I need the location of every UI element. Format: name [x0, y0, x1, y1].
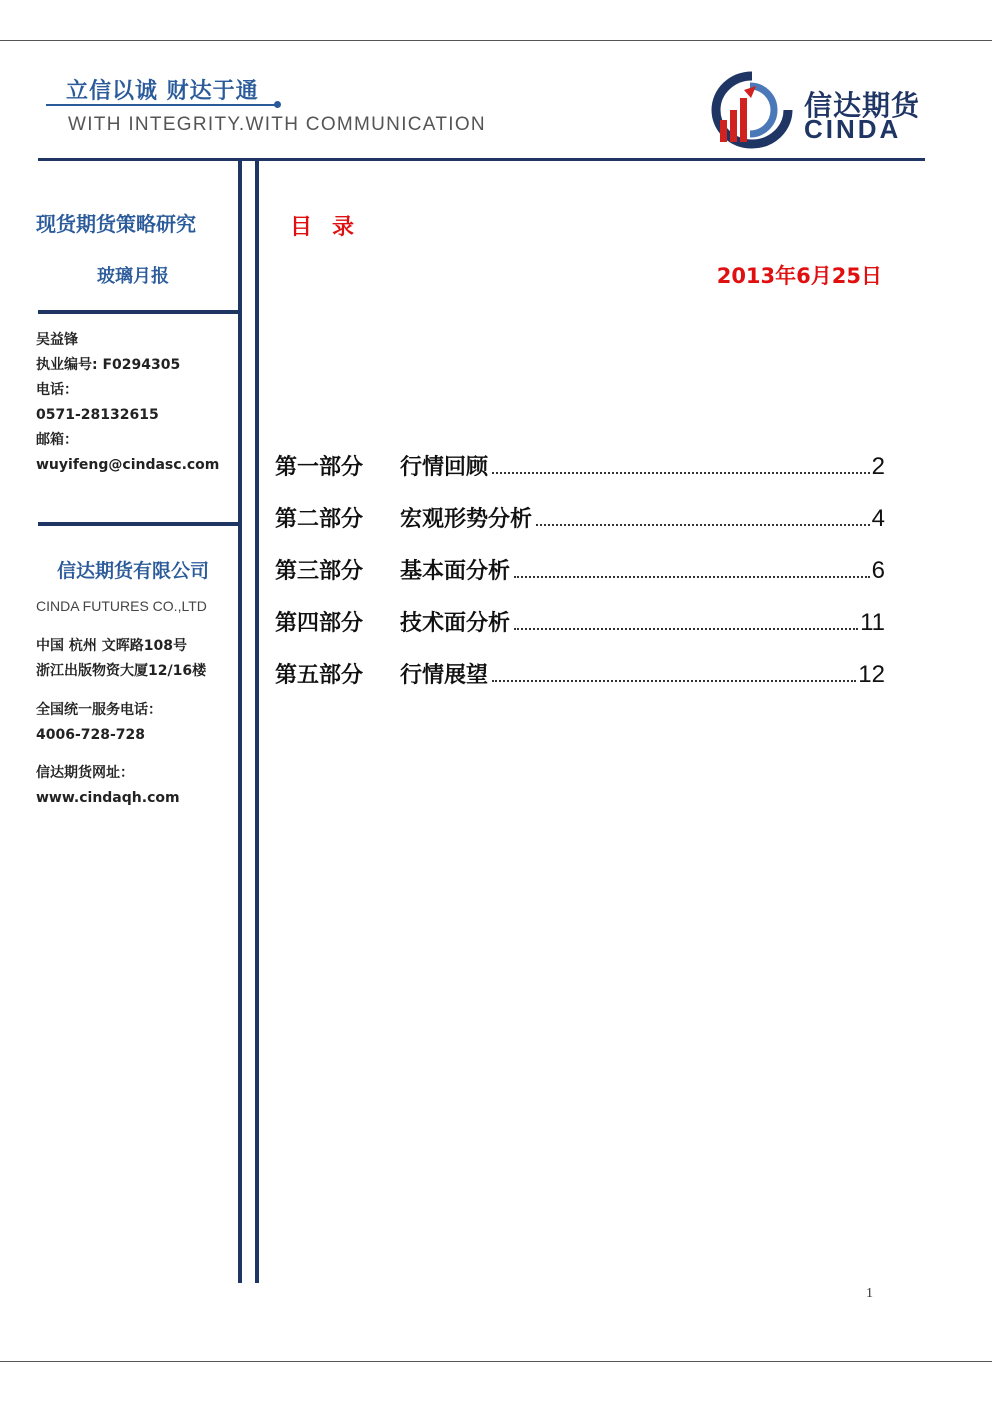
- sidebar-separator: [38, 310, 240, 314]
- analyst-phone: 0571-28132615: [36, 407, 159, 423]
- hotline-number: 4006-728-728: [36, 727, 146, 743]
- toc-page: 2: [871, 453, 885, 480]
- toc-name: 技术面分析: [400, 611, 511, 636]
- toc-name: 行情展望: [400, 663, 489, 688]
- toc-part: 第一部分: [275, 455, 364, 480]
- sidebar-subtitle: 玻璃月报: [97, 266, 169, 287]
- website-link[interactable]: www.cindaqh.com: [36, 790, 180, 806]
- slogan-cn: 立信以诚 财达于通: [66, 79, 259, 104]
- slogan-underline: [46, 104, 278, 106]
- cinda-logo-icon: [704, 70, 800, 150]
- toc-entry[interactable]: [275, 658, 885, 710]
- company-address: [36, 634, 206, 684]
- sidebar-divider-left: [238, 158, 242, 1283]
- analyst-email[interactable]: wuyifeng@cindasc.com: [36, 457, 220, 473]
- toc-page: 12: [858, 661, 885, 688]
- toc-entry[interactable]: [275, 606, 885, 658]
- sidebar-title: 现货期货策略研究: [36, 212, 196, 236]
- toc-name: 宏观形势分析: [400, 507, 533, 532]
- top-rule: [0, 40, 992, 41]
- toc-part: 第四部分: [275, 611, 364, 636]
- toc-part: 第三部分: [275, 559, 364, 584]
- toc-leader: [492, 679, 856, 682]
- toc-name: 行情回顾: [400, 455, 489, 480]
- analyst-phone-label: 电话：: [36, 382, 78, 398]
- toc-part: 第二部分: [275, 507, 364, 532]
- toc-page: 4: [871, 505, 885, 532]
- toc-page: 11: [860, 609, 885, 636]
- sidebar-divider-right: [255, 158, 259, 1283]
- page-number: 1: [866, 1286, 873, 1301]
- slogan-en: WITH INTEGRITY.WITH COMMUNICATION: [68, 114, 486, 135]
- toc-entry[interactable]: [275, 554, 885, 606]
- toc-leader: [492, 471, 870, 474]
- toc-leader: [536, 523, 870, 526]
- address-line-1: 中国 杭州 文晖路108号: [36, 638, 187, 654]
- slogan-dot: [274, 101, 281, 108]
- report-date: 2013年6月25日: [716, 264, 882, 288]
- analyst-name: 吴益锋: [36, 332, 78, 348]
- company-website: [36, 761, 180, 811]
- logo-text-cn: 信达期货: [804, 89, 921, 122]
- header-bar: [38, 158, 925, 161]
- company-hotline: [36, 698, 162, 748]
- hotline-label: 全国统一服务电话：: [36, 702, 162, 718]
- toc-leader: [514, 575, 870, 578]
- toc-title: 目录: [290, 215, 375, 240]
- toc-name: 基本面分析: [400, 559, 511, 584]
- logo-text-en: CINDA: [804, 114, 902, 144]
- analyst-info: [36, 328, 219, 478]
- company-name: 信达期货有限公司: [56, 560, 209, 582]
- toc-page: 6: [871, 557, 885, 584]
- table-of-contents: [275, 450, 885, 710]
- toc-entry[interactable]: [275, 450, 885, 502]
- address-line-2: 浙江出版物资大厦12/16楼: [36, 663, 207, 679]
- analyst-email-label: 邮箱：: [36, 432, 78, 448]
- toc-part: 第五部分: [275, 663, 364, 688]
- toc-leader: [514, 627, 858, 630]
- bottom-rule: [0, 1361, 992, 1362]
- analyst-license: 执业编号: F0294305: [36, 357, 181, 373]
- company-name-en: CINDA FUTURES CO.,LTD: [36, 598, 207, 614]
- sidebar-separator: [38, 522, 240, 526]
- website-label: 信达期货网址：: [36, 765, 134, 781]
- toc-entry[interactable]: [275, 502, 885, 554]
